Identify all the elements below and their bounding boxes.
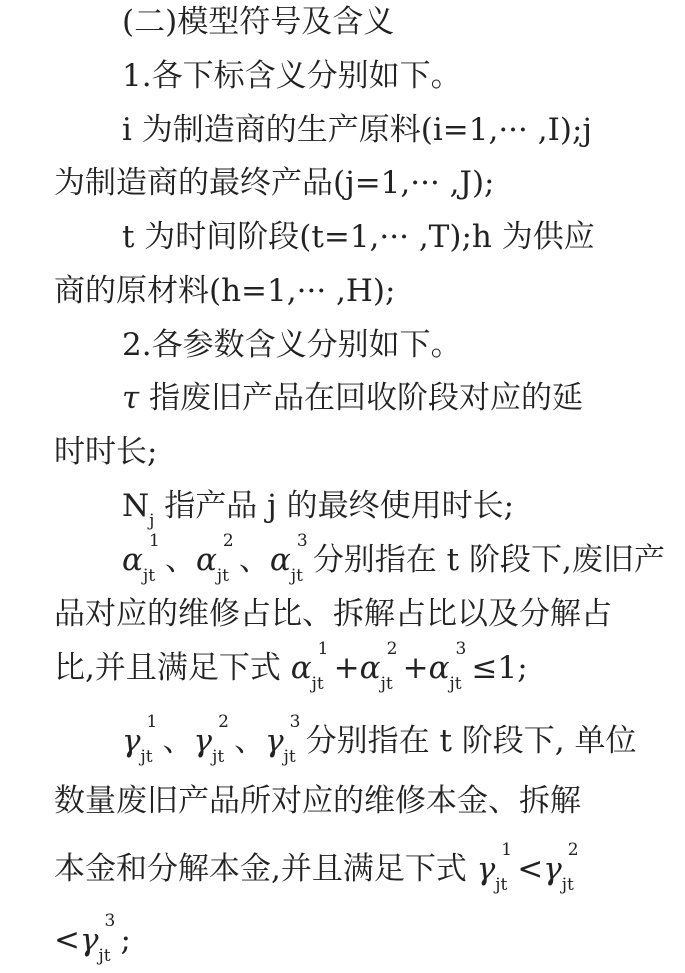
paragraph-alpha-line-2: 品对应的维修占比、拆解占比以及分解占 xyxy=(54,596,612,632)
alpha-sup-2: 2 xyxy=(386,639,398,659)
alpha-2 xyxy=(195,531,239,586)
paragraph-gamma-line-4 xyxy=(54,911,685,966)
gamma-symbol: γ xyxy=(476,851,496,887)
gamma-sub: jt xyxy=(283,747,296,767)
gamma-sup-2: 2 xyxy=(218,712,229,732)
alpha-line-1-text: 分别指在 t 阶段下,废旧产 xyxy=(312,542,665,578)
paragraph-alpha-line-3 xyxy=(54,639,685,694)
gamma-sub: jt xyxy=(495,875,508,895)
alpha-sub: jt xyxy=(290,566,303,586)
gamma-sub: jt xyxy=(140,747,153,767)
tau-symbol: τ xyxy=(122,380,140,416)
paragraph-t-line-2: 商的原材料(h=1,··· ,H); xyxy=(54,273,396,309)
gamma-sub: jt xyxy=(98,946,111,966)
separator: 、 xyxy=(162,723,194,759)
alpha-sub: jt xyxy=(380,674,393,694)
paragraph-tau-line-1 xyxy=(122,378,685,418)
alpha-symbol: α xyxy=(428,650,450,686)
gamma-sup-2: 2 xyxy=(567,840,579,860)
paragraph-gamma-line-3 xyxy=(54,840,685,895)
gamma-3 xyxy=(265,712,306,767)
alpha-3 xyxy=(428,639,472,694)
less-than: < xyxy=(517,851,544,887)
N-subscript: j xyxy=(149,511,155,531)
tau-text: 指废旧产品在回收阶段对应的延 xyxy=(139,380,584,416)
alpha-sub: jt xyxy=(311,674,324,694)
gamma-symbol: γ xyxy=(543,851,562,887)
paragraph-gamma-line-1 xyxy=(122,712,685,767)
gamma-sub: jt xyxy=(561,875,574,895)
gamma-symbol: γ xyxy=(265,723,284,759)
paragraph-tau-line-2: 时时长; xyxy=(54,434,158,470)
paragraph-i-line-1: i 为制造商的生产原料(i=1,··· ,I);j xyxy=(122,112,592,148)
item-2-heading: 2.各参数含义分别如下。 xyxy=(122,327,462,363)
alpha-symbol: α xyxy=(269,542,291,578)
gamma-sub: jt xyxy=(212,747,225,767)
separator: 、 xyxy=(164,542,196,578)
gamma-2 xyxy=(543,840,584,895)
gamma-symbol: γ xyxy=(122,723,141,759)
paragraph-N xyxy=(122,486,685,531)
plus-sign: + xyxy=(402,650,429,686)
gamma-3 xyxy=(79,911,121,966)
leq-one: ≤1; xyxy=(471,650,528,686)
paragraph-gamma-line-2: 数量废旧产品所对应的维修本金、拆解 xyxy=(54,783,581,819)
section-title: (二)模型符号及含义 xyxy=(122,4,395,40)
plus-sign: + xyxy=(333,650,360,686)
alpha-symbol: α xyxy=(195,542,217,578)
gamma-symbol: γ xyxy=(79,922,99,958)
gamma-line-1-text: 分别指在 t 阶段下, 单位 xyxy=(305,723,637,759)
alpha-1 xyxy=(122,531,165,586)
alpha-line-3-text: 比,并且满足下式 xyxy=(54,650,291,686)
alpha-1 xyxy=(290,639,334,694)
gamma-sup-1: 1 xyxy=(146,712,158,732)
gamma-sup-1: 1 xyxy=(501,840,513,860)
N-symbol: N xyxy=(122,488,150,524)
alpha-sub: jt xyxy=(142,566,156,586)
alpha-sup-3: 3 xyxy=(455,639,467,659)
less-than: < xyxy=(54,922,80,958)
gamma-1 xyxy=(476,840,518,895)
alpha-sup-1: 1 xyxy=(148,531,160,551)
alpha-sub: jt xyxy=(449,674,462,694)
separator: 、 xyxy=(234,723,266,759)
item-1-heading: 1.各下标含义分别如下。 xyxy=(122,58,462,94)
paragraph-i-line-2: 为制造商的最终产品(j=1,··· ,J); xyxy=(54,165,495,201)
gamma-1 xyxy=(122,712,163,767)
gamma-symbol: γ xyxy=(193,723,213,759)
alpha-sup-2: 2 xyxy=(222,531,234,551)
gamma-sup-3: 3 xyxy=(104,911,116,931)
alpha-symbol: α xyxy=(290,650,312,686)
paragraph-alpha-line-1 xyxy=(122,531,685,586)
alpha-3 xyxy=(269,531,313,586)
separator: 、 xyxy=(238,542,270,578)
alpha-sup-1: 1 xyxy=(317,639,329,659)
gamma-line-3-text: 本金和分解本金,并且满足下式 xyxy=(54,851,477,887)
alpha-symbol: α xyxy=(359,650,381,686)
semicolon: ; xyxy=(120,922,131,958)
alpha-sup-3: 3 xyxy=(296,531,308,551)
gamma-2 xyxy=(193,712,235,767)
gamma-sup-3: 3 xyxy=(289,712,301,732)
N-text: 指产品 j 的最终使用时长; xyxy=(154,488,515,524)
alpha-sub: jt xyxy=(216,566,229,586)
alpha-symbol: α xyxy=(122,542,143,578)
paragraph-t-line-1: t 为时间阶段(t=1,··· ,T);h 为供应 xyxy=(122,219,595,255)
alpha-2 xyxy=(359,639,403,694)
